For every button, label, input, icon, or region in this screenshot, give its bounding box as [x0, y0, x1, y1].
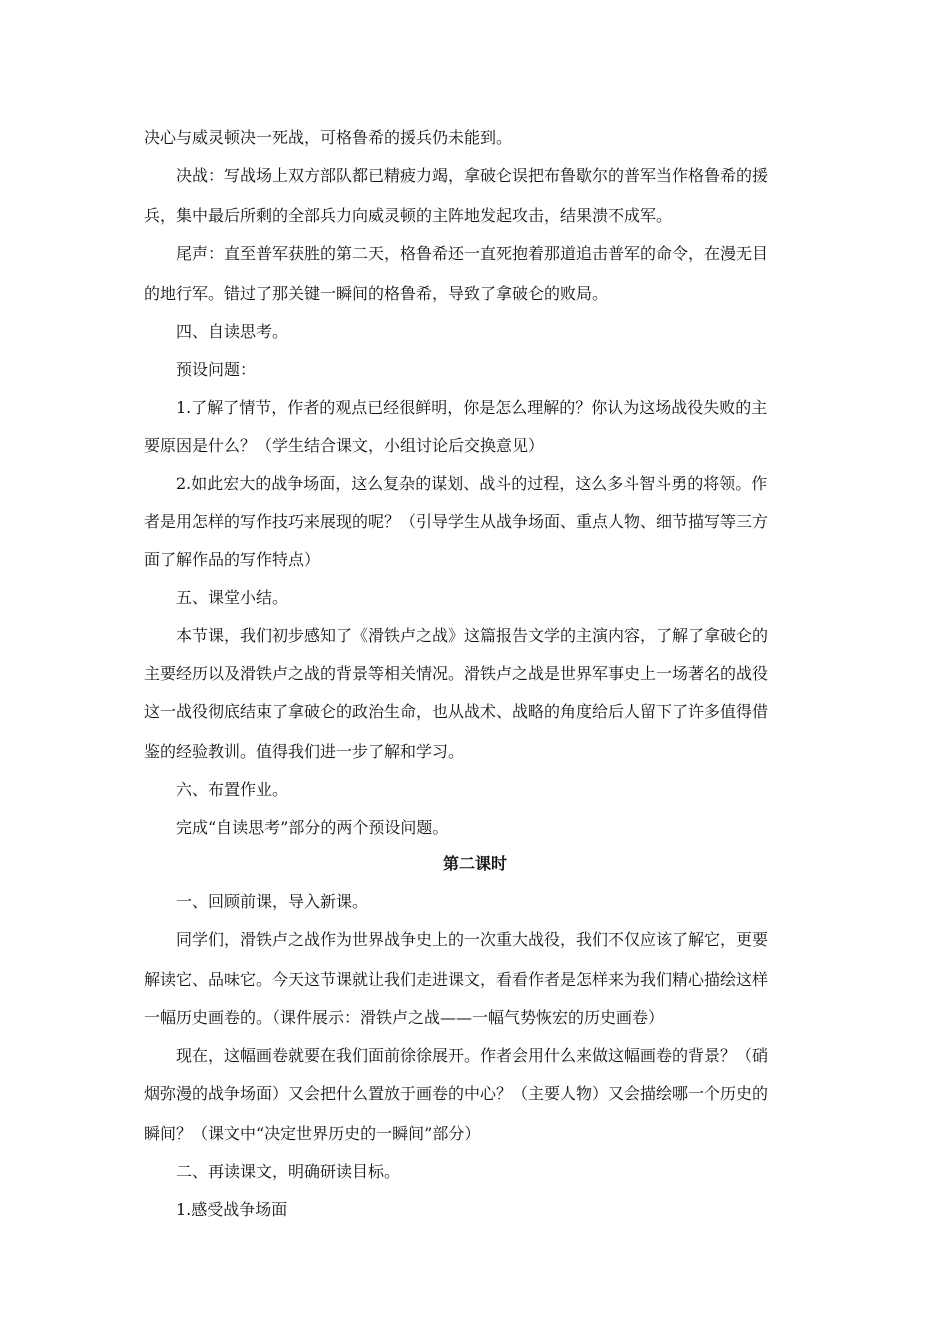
text-line: 本节课，我们初步感知了《滑铁卢之战》这篇报告文学的主演内容，了解了拿破仑的: [176, 626, 769, 645]
section-heading: 四、自读思考。: [176, 322, 289, 341]
text-line: 者是用怎样的写作技巧来展现的呢？（引导学生从战争场面、重点人物、细节描写等三方: [144, 512, 769, 531]
text-line: 的地行军。错过了那关键一瞬间的格鲁希，导致了拿破仑的败局。: [144, 284, 609, 303]
text-line: 解读它、品味它。今天这节课就让我们走进课文，看看作者是怎样来为我们精心描绘这样: [144, 970, 769, 989]
text-line: 鉴的经验教训。值得我们进一步了解和学习。: [144, 742, 465, 761]
text-line: 一幅历史画卷的。（课件展示：滑铁卢之战——一幅气势恢宏的历史画卷）: [144, 1008, 665, 1027]
text-line: 预设问题：: [176, 360, 257, 379]
text-line: 烟弥漫的战争场面）又会把什么置放于画卷的中心？（主要人物）又会描绘哪一个历史的: [144, 1084, 769, 1103]
text-line: 这一战役彻底结束了拿破仑的政治生命，也从战术、战略的角度给后人留下了许多值得借: [144, 702, 769, 721]
text-line: 1.感受战争场面: [176, 1200, 288, 1219]
text-line: 要原因是什么？（学生结合课文，小组讨论后交换意见）: [144, 436, 545, 455]
text-line: 主要经历以及滑铁卢之战的背景等相关情况。滑铁卢之战是世界军事史上一场著名的战役: [144, 664, 769, 683]
text-line: 1.了解了情节，作者的观点已经很鲜明，你是怎么理解的？你认为这场战役失败的主: [176, 398, 768, 417]
section-heading: 一、回顾前课，导入新课。: [176, 892, 369, 911]
text-line: 完成“自读思考”部分的两个预设问题。: [176, 818, 449, 837]
lesson-title: 第二课时: [442, 854, 507, 873]
text-line: 决战：写战场上双方部队都已精疲力竭，拿破仑误把布鲁歇尔的普军当作格鲁希的援: [176, 166, 769, 185]
text-line: 面了解作品的写作特点）: [144, 550, 321, 569]
text-line: 兵，集中最后所剩的全部兵力向威灵顿的主阵地发起攻击，结果溃不成军。: [144, 206, 673, 225]
text-line: 尾声：直至普军获胜的第二天，格鲁希还一直死抱着那道追击普军的命令，在漫无目: [176, 244, 769, 263]
text-line: 现在，这幅画卷就要在我们面前徐徐展开。作者会用什么来做这幅画卷的背景？（硝: [176, 1046, 769, 1065]
section-heading: 五、课堂小结。: [176, 588, 289, 607]
section-heading: 六、布置作业。: [176, 780, 289, 799]
text-line: 瞬间？（课文中“决定世界历史的一瞬间”部分）: [144, 1124, 481, 1143]
text-line: 决心与威灵顿决一死战，可格鲁希的援兵仍未能到。: [144, 128, 513, 147]
text-line: 同学们，滑铁卢之战作为世界战争史上的一次重大战役，我们不仅应该了解它，更要: [176, 930, 769, 949]
section-heading: 二、再读课文，明确研读目标。: [176, 1162, 401, 1181]
text-line: 2.如此宏大的战争场面，这么复杂的谋划、战斗的过程，这么多斗智斗勇的将领。作: [176, 474, 768, 493]
